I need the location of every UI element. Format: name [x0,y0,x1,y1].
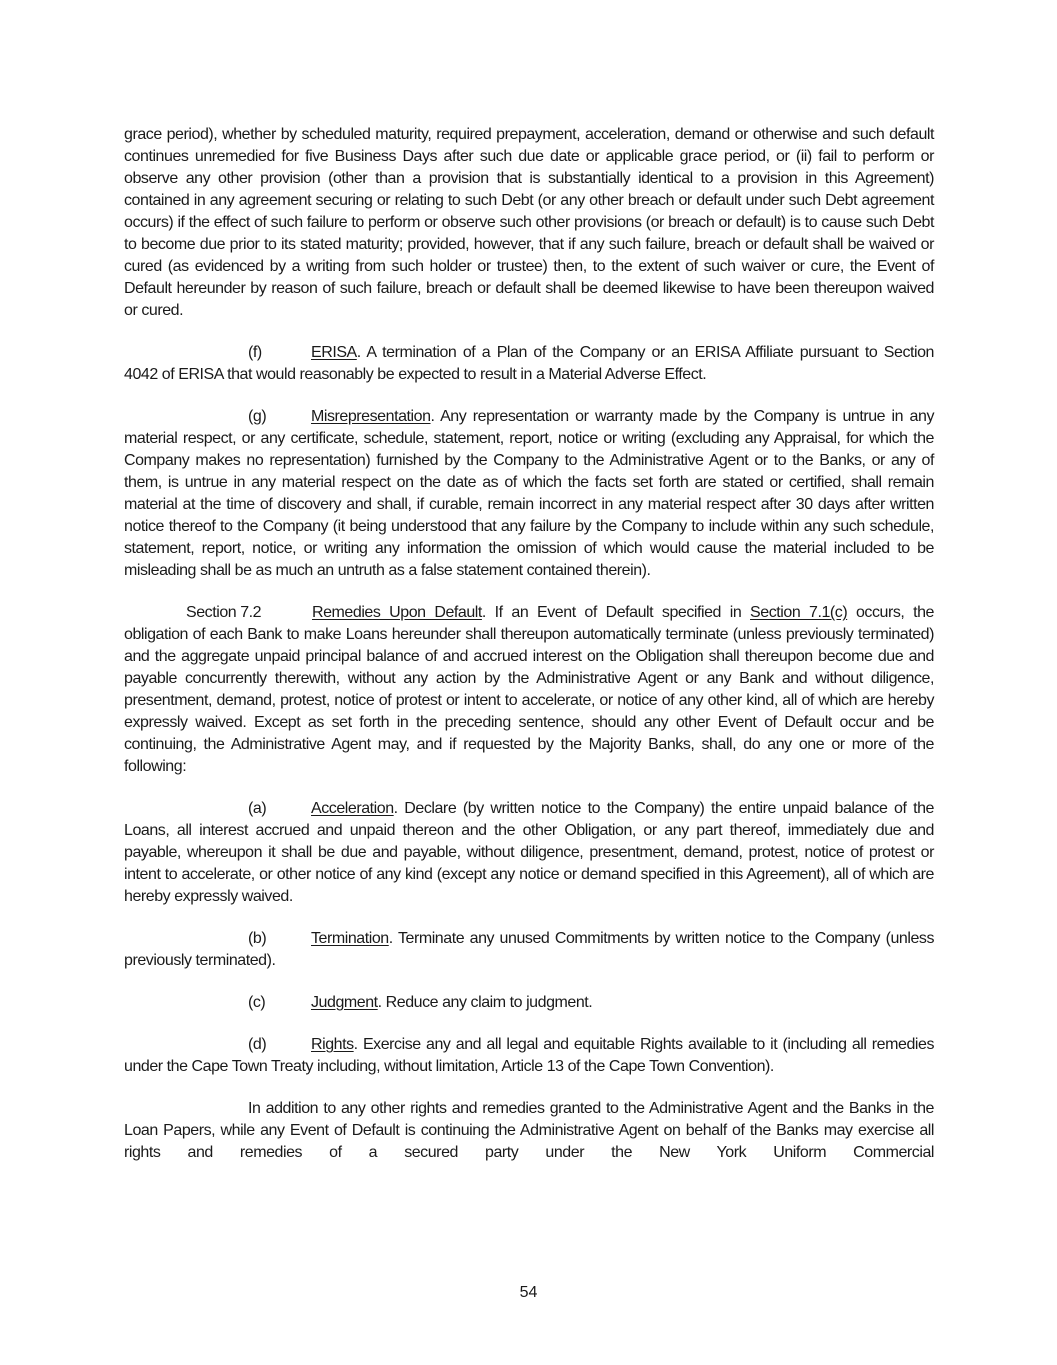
clause-label: (a) [248,800,267,817]
clause-text: . Exercise any and all legal and equitable Rights available to it (including all remedies under the Cape Town Treaty including, without limitation, Article 13 of the Cape Town Convention). [124,1036,934,1075]
clause-text: . Any representation or warranty made by the Company is untrue in any material respect, or any certificate, schedule, statement, report, notice or writing (excluding any Appraisal, for which the Company makes no representation) furnished by the Company to the Administrative Agent or to the Banks, or any of them, is untrue in any material respect on the date as of which the facts set forth are stated or certified, shall remain material at the time of discovery and shall, if curable, remain incorrect in any material respect after 30 days after written notice thereof to the Company (it being understood that any failure by the Company to include within any such schedule, statement, report, notice, or writing any information the omission of which would cause the material included to be misleading shall be as much an untruth as a false statement contained therein). [124,408,934,579]
page-number: 54 [519,1284,538,1301]
clause-heading: Misrepresentation [311,408,431,425]
clause-label: (f) [248,344,262,361]
clause-text: . Reduce any claim to judgment. [377,994,593,1011]
clause-heading: Rights [311,1036,354,1053]
clause-label: (b) [248,930,267,947]
section-label: Section 7.2 [186,604,262,621]
remedy-a-acceleration [124,798,934,908]
section-heading: Remedies Upon Default [312,604,482,621]
section-7-2-remedies [124,602,934,778]
clause-label: (d) [248,1036,267,1053]
remedy-d-rights [124,1034,934,1078]
remedy-b-termination [124,928,934,972]
clause-text: . Terminate any unused Commitments by written notice to the Company (unless previously terminated). [124,930,934,969]
clause-heading: Acceleration [311,800,394,817]
section-text-continued: occurs, the obligation of each Bank to make Loans hereunder shall thereupon automatically terminate (unless previously terminated) and the aggregate unpaid principal balance of and accrued interest on the Obligation shall thereupon become due and payable concurrently therewith, without any action by the Administrative Agent or any Bank and without diligence, presentment, demand, protest, notice of protest or intent to accelerate, or notice of any other kind, all of which are hereby expressly waived. Except as set forth in the preceding sentence, should any other Event of Default occur and be continuing, the Administrative Agent may, and if requested by the Majority Banks, shall, do any one or more of the following: [124,604,934,775]
clause-text: . A termination of a Plan of the Company or an ERISA Affiliate pursuant to Section 4042 of ERISA that would reasonably be expected to result in a Material Adverse Effect. [124,344,934,383]
clause-text: . Declare (by written notice to the Company) the entire unpaid balance of the Loans, all interest accrued and unpaid thereon and the other Obligation, or any part thereof, immediately due and payable, whereupon it shall be due and payable, without diligence, presentment, demand, protest, notice of protest or intent to accelerate, or other notice of any kind (except any notice or demand specified in this Agreement), all of which are hereby expressly waived. [124,800,934,905]
document-page [124,124,934,1184]
clause-heading: Termination [311,930,389,947]
clause-f-erisa [124,342,934,386]
section-cross-reference: Section 7.1(c) [750,604,848,621]
clause-label: (g) [248,408,267,425]
remedy-c-judgment [124,992,934,1014]
clause-label: (c) [248,994,266,1011]
final-paragraph [124,1098,934,1164]
continuation-paragraph: grace period), whether by scheduled maturity, required prepayment, acceleration, demand or otherwise and such default continues unremedied for five Business Days after such due date or applicable grace period, or (ii) fail to perform or observe any other provision (other than a provision that is substantially identical to a provision in this Agreement) contained in any agreement securing or relating to such Debt (or any other breach or default under such Debt agreement occurs) if the effect of such failure to perform or observe such other provisions (or breach or default) is to cause such Debt to become due prior to its stated maturity; provided, however, that if any such failure, breach or default shall be waived or cured (as evidenced by a writing from such holder or trustee) then, to the extent of such waiver or cure, the Event of Default hereunder by reason of such failure, breach or default shall be deemed likewise to have been thereupon waived or cured. [124,126,934,319]
clause-g-misrepresentation [124,406,934,582]
section-text: . If an Event of Default specified in [481,604,751,621]
clause-heading: Judgment [311,994,378,1011]
clause-heading: ERISA [311,344,357,361]
final-paragraph-text: In addition to any other rights and remedies granted to the Administrative Agent and the Banks in the Loan Papers, while any Event of Default is continuing the Administrative Agent on behalf of the Banks may exercise all rights and remedies of a secured party under the New York Uniform Commercial [124,1100,934,1161]
